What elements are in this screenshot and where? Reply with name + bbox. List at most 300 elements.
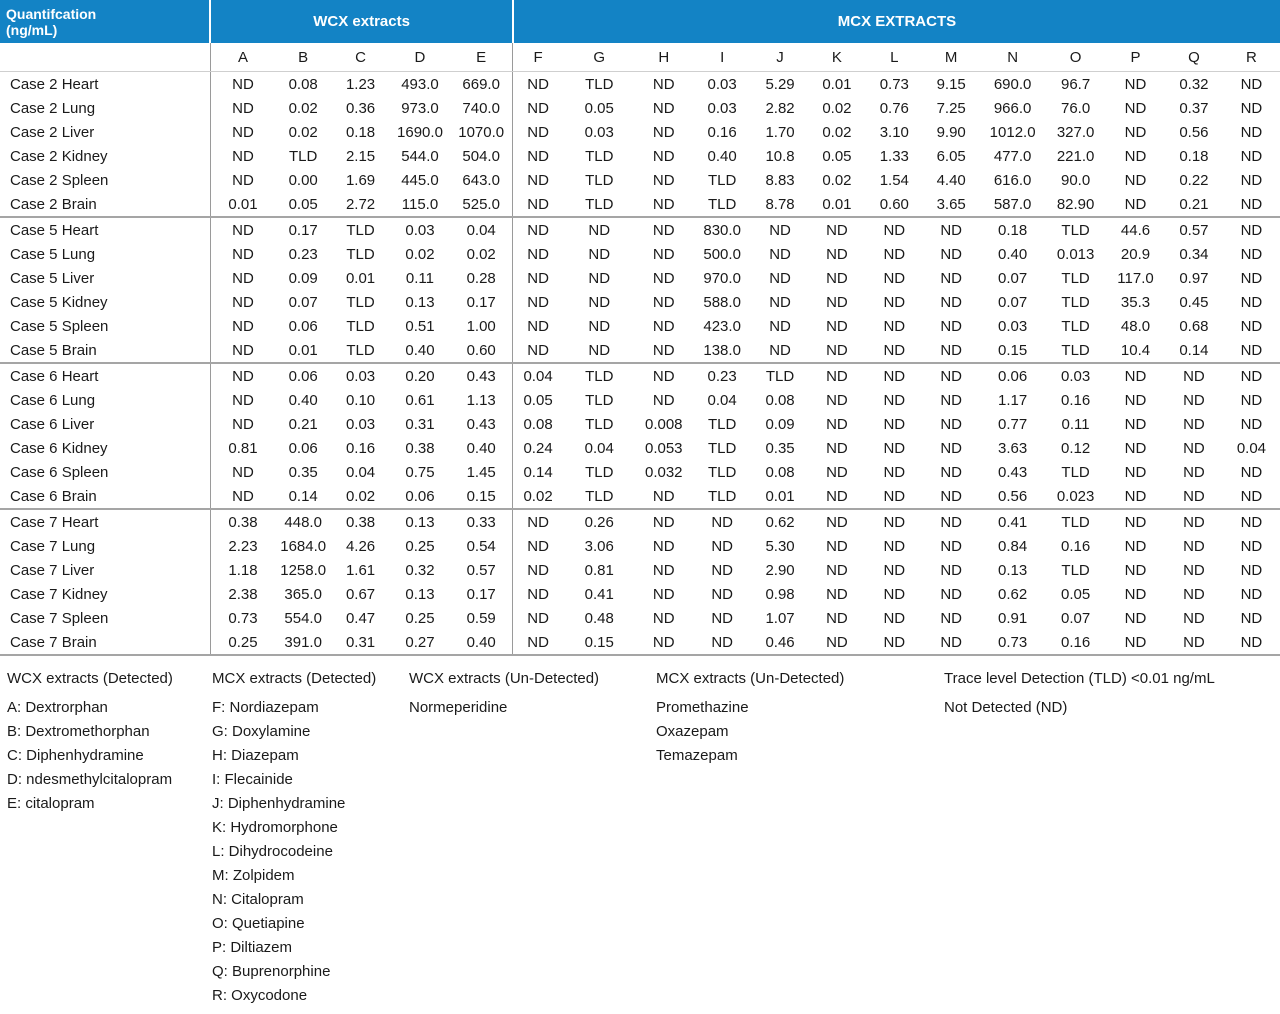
table-cell: 1070.0 (450, 120, 513, 144)
table-cell: 0.40 (998, 245, 1028, 263)
table-row (0, 120, 1280, 144)
table-cell: ND (232, 293, 254, 311)
table-cell: TLD (753, 363, 808, 388)
row-label: Case 7 Liver (0, 558, 210, 582)
table-cell: 1.23 (345, 75, 376, 93)
table-cell: ND (652, 317, 675, 335)
row-label: Case 7 Spleen (0, 606, 210, 630)
table-cell: TLD (707, 195, 737, 213)
table-cell: 35.3 (1120, 293, 1151, 311)
table-cell: 365.0 (284, 585, 322, 603)
table-cell: ND (711, 537, 733, 555)
table-cell: 1.17 (998, 391, 1028, 409)
table-cell: ND (711, 561, 733, 579)
table-cell: ND (527, 245, 549, 263)
table-cell: 2.90 (765, 561, 795, 579)
table-cell: ND (826, 537, 848, 555)
table-cell: 0.56 (998, 487, 1028, 505)
table-cell: ND (652, 585, 675, 603)
table-cell: 0.05 (288, 195, 318, 213)
table-cell: ND (1223, 217, 1280, 242)
table-cell: 1.69 (345, 171, 376, 189)
table-cell: ND (1106, 630, 1165, 655)
table-cell: 740.0 (450, 96, 513, 120)
table-cell: ND (807, 217, 866, 242)
table-cell: 0.46 (753, 630, 808, 655)
table-cell: 0.15 (450, 484, 513, 509)
legend-item: Normeperidine (409, 699, 508, 716)
table-cell: ND (769, 293, 791, 311)
table-cell: 0.25 (405, 609, 435, 627)
table-cell: 0.02 (288, 99, 318, 117)
legend-heading: Trace level Detection (TLD) <0.01 ng/mL (944, 670, 1215, 687)
table-cell: 0.32 (405, 561, 435, 579)
table-cell: ND (1240, 195, 1263, 213)
table-cell: 0.81 (584, 561, 614, 579)
table-cell: ND (807, 630, 866, 655)
legend-heading: WCX extracts (Detected) (7, 670, 173, 687)
table-cell: ND (940, 317, 963, 335)
table-cell: ND (636, 363, 692, 388)
table-cell: ND (940, 561, 963, 579)
table-cell: ND (940, 391, 963, 409)
table-cell: 0.02 (523, 487, 553, 505)
column-letter: B (275, 43, 331, 72)
table-body (0, 72, 1280, 656)
table-cell: 0.40 (288, 391, 318, 409)
table-cell: 1.54 (879, 171, 909, 189)
row-label: Case 6 Heart (0, 363, 210, 388)
table-cell: 0.73 (228, 609, 258, 627)
table-cell: 0.24 (523, 439, 553, 457)
table-cell: 0.16 (707, 123, 737, 141)
table-cell: ND (1183, 463, 1205, 481)
row-label: Case 5 Heart (0, 217, 210, 242)
table-cell: 0.15 (563, 630, 636, 655)
table-cell: ND (1124, 609, 1147, 627)
table-cell: ND (883, 341, 906, 359)
table-cell: ND (210, 217, 275, 242)
table-row (0, 96, 1280, 120)
row-label: Case 2 Spleen (0, 168, 210, 192)
table-cell: 554.0 (284, 609, 322, 627)
table-cell: 423.0 (703, 317, 741, 335)
table-cell: ND (588, 269, 611, 287)
table-cell: ND (1124, 585, 1147, 603)
legend (0, 662, 1280, 1014)
table-cell: ND (940, 269, 963, 287)
table-cell: 96.7 (1060, 75, 1091, 93)
table-cell: ND (1124, 171, 1147, 189)
table-cell: 115.0 (401, 195, 439, 213)
column-letter: O (1045, 43, 1106, 72)
table-cell: ND (588, 317, 611, 335)
table-cell: ND (652, 171, 675, 189)
table-cell: 0.47 (345, 609, 376, 627)
table-cell: 493.0 (401, 75, 439, 93)
table-cell: ND (210, 363, 275, 388)
legend-item: F: Nordiazepam (212, 699, 319, 716)
column-letter: F (513, 43, 563, 72)
table-cell: 0.02 (822, 171, 852, 189)
table-cell: ND (883, 391, 906, 409)
table-cell: ND (1124, 561, 1147, 579)
table-cell: 0.04 (584, 439, 614, 457)
table-cell: 643.0 (450, 168, 513, 192)
table-cell: 0.38 (331, 509, 390, 534)
table-cell: ND (652, 341, 675, 359)
title-line-1: Quantifcation (6, 5, 97, 22)
table-cell: 0.51 (405, 317, 435, 335)
table-cell: 0.06 (288, 317, 318, 335)
table-cell: TLD (707, 439, 737, 457)
table-cell: 1.18 (228, 561, 258, 579)
table-cell: ND (652, 75, 675, 93)
table-cell: 3.65 (936, 195, 966, 213)
table-cell: ND (826, 293, 848, 311)
table-cell: ND (769, 317, 791, 335)
column-letter: M (922, 43, 980, 72)
table-cell: ND (866, 630, 922, 655)
table-cell: ND (1223, 509, 1280, 534)
table-cell: ND (883, 537, 906, 555)
table-cell: ND (1223, 630, 1280, 655)
table-cell: ND (652, 195, 675, 213)
legend-item: E: citalopram (7, 795, 95, 812)
legend-item: A: Dextrorphan (7, 699, 108, 716)
table-cell: TLD (585, 415, 614, 433)
table-cell: ND (636, 509, 692, 534)
table-cell: ND (1240, 609, 1263, 627)
table-cell: ND (1165, 363, 1223, 388)
table-cell: ND (866, 217, 922, 242)
table-cell: ND (940, 245, 963, 263)
table-cell: 0.013 (1056, 245, 1095, 263)
table-cell: ND (527, 123, 549, 141)
table-cell: 0.18 (980, 217, 1045, 242)
table-cell: 0.17 (450, 290, 513, 314)
table-cell: TLD (707, 463, 737, 481)
table-cell: ND (1240, 75, 1263, 93)
table-cell: ND (769, 245, 791, 263)
legend-item: Oxazepam (656, 723, 729, 740)
table-cell: ND (826, 487, 848, 505)
table-cell: 4.26 (345, 537, 376, 555)
table-row (0, 606, 1280, 630)
table-cell: TLD (1061, 341, 1090, 359)
table-cell: 0.48 (584, 609, 614, 627)
table-cell: ND (527, 269, 549, 287)
table-cell: 0.03 (584, 123, 614, 141)
table-cell: 0.14 (1179, 341, 1209, 359)
table-cell: 5.30 (765, 537, 795, 555)
table-cell: 0.60 (450, 338, 513, 363)
table-cell: 0.04 (450, 217, 513, 242)
table-cell: 3.63 (998, 439, 1028, 457)
table-cell: ND (883, 609, 906, 627)
table-cell: ND (636, 217, 692, 242)
legend-item: I: Flecainide (212, 771, 293, 788)
table-cell: ND (692, 509, 753, 534)
table-cell: 0.01 (822, 195, 852, 213)
table-cell: 0.60 (879, 195, 909, 213)
legend-wcx-undetected (409, 662, 599, 720)
table-cell: ND (922, 630, 980, 655)
table-row (0, 144, 1280, 168)
table-cell: ND (1183, 537, 1205, 555)
table-cell: 0.01 (822, 75, 852, 93)
table-row (0, 484, 1280, 509)
table-cell: 3.06 (584, 537, 614, 555)
table-cell: 0.02 (822, 123, 852, 141)
table-cell: 8.83 (765, 171, 795, 189)
row-label: Case 2 Brain (0, 192, 210, 217)
table-cell: 0.03 (331, 363, 390, 388)
legend-notes (944, 662, 1215, 720)
table-row (0, 338, 1280, 363)
table-cell: 0.75 (405, 463, 435, 481)
table-cell: ND (527, 171, 549, 189)
table-cell: 588.0 (703, 293, 741, 311)
table-cell: ND (1240, 99, 1263, 117)
table-cell: 20.9 (1120, 245, 1151, 263)
column-letter: L (866, 43, 922, 72)
table-cell: TLD (346, 245, 375, 263)
table-cell: 76.0 (1060, 99, 1091, 117)
table-cell: 0.73 (879, 75, 909, 93)
table-cell: ND (1240, 585, 1263, 603)
table-cell: ND (527, 317, 549, 335)
legend-item: M: Zolpidem (212, 867, 295, 884)
table-cell: 0.40 (405, 341, 435, 359)
table-cell: TLD (346, 341, 375, 359)
table-cell: 1.13 (450, 388, 513, 412)
table-cell: ND (866, 509, 922, 534)
table-cell: ND (527, 609, 549, 627)
table-row (0, 460, 1280, 484)
table-cell: 0.05 (1060, 585, 1091, 603)
table-cell: 0.56 (1179, 123, 1209, 141)
table-cell: 0.40 (450, 436, 513, 460)
table-cell: 0.10 (345, 391, 376, 409)
legend-item: H: Diazepam (212, 747, 299, 764)
column-letter: A (210, 43, 275, 72)
table-cell: TLD (707, 415, 737, 433)
table-cell: 0.023 (1056, 487, 1095, 505)
column-letter: K (807, 43, 866, 72)
table-cell: ND (1124, 415, 1147, 433)
table-cell: 1.61 (345, 561, 376, 579)
table-cell: TLD (1061, 317, 1090, 335)
table-cell: 0.06 (980, 363, 1045, 388)
table-cell: ND (922, 509, 980, 534)
table-cell: 0.01 (345, 269, 376, 287)
table-cell: 0.35 (288, 463, 318, 481)
table-cell: ND (232, 487, 254, 505)
table-cell: TLD (1061, 293, 1090, 311)
table-cell: 0.08 (288, 75, 318, 93)
table-row (0, 388, 1280, 412)
table-cell: 0.09 (288, 269, 318, 287)
table-cell: 477.0 (993, 147, 1032, 165)
table-cell: 0.13 (405, 293, 435, 311)
table-cell: ND (1124, 391, 1147, 409)
table-cell: 0.62 (753, 509, 808, 534)
table-cell: ND (1106, 363, 1165, 388)
table-cell: ND (769, 341, 791, 359)
row-label: Case 5 Lung (0, 242, 210, 266)
table-cell: ND (1183, 609, 1205, 627)
table-cell: ND (527, 99, 549, 117)
table-cell: ND (826, 415, 848, 433)
table-cell: ND (866, 363, 922, 388)
table-cell: ND (527, 561, 549, 579)
table-cell: ND (922, 363, 980, 388)
table-cell: 1690.0 (397, 123, 443, 141)
table-cell: ND (232, 341, 254, 359)
table-cell: 0.33 (450, 509, 513, 534)
table-cell: 448.0 (275, 509, 331, 534)
table-cell: ND (883, 463, 906, 481)
table-cell: ND (940, 293, 963, 311)
table-cell: ND (1240, 415, 1263, 433)
table-cell: 0.23 (288, 245, 318, 263)
table-cell: 0.68 (1179, 317, 1209, 335)
legend-heading: MCX extracts (Detected) (212, 670, 377, 687)
table-cell: 1684.0 (280, 537, 327, 555)
table-cell: 0.01 (288, 341, 318, 359)
table-cell: 0.01 (765, 487, 795, 505)
table-cell: TLD (1061, 269, 1090, 287)
table-cell: ND (1240, 487, 1263, 505)
table-cell: ND (826, 391, 848, 409)
table-cell: TLD (1061, 463, 1090, 481)
table-cell: 0.04 (707, 391, 737, 409)
table-cell: ND (527, 293, 549, 311)
table-cell: 0.25 (405, 537, 435, 555)
table-cell: ND (940, 487, 963, 505)
column-letter: H (636, 43, 692, 72)
table-cell: 0.03 (998, 317, 1028, 335)
legend-wcx-detected (7, 662, 173, 816)
table-cell: TLD (585, 463, 614, 481)
legend-item: D: ndesmethylcitalopram (7, 771, 173, 788)
table-cell: 0.14 (288, 487, 318, 505)
header-row (0, 0, 1280, 43)
table-cell: ND (1124, 463, 1147, 481)
table-cell: 0.08 (765, 391, 795, 409)
table-cell: ND (1124, 147, 1147, 165)
table-cell: ND (940, 439, 963, 457)
table-cell: ND (711, 609, 733, 627)
table-cell: TLD (585, 75, 614, 93)
table-cell: 0.57 (450, 558, 513, 582)
table-cell: 8.78 (765, 195, 795, 213)
legend-item: K: Hydromorphone (212, 819, 338, 836)
table-row (0, 509, 1280, 534)
column-letter: R (1223, 43, 1280, 72)
table-cell: 0.18 (345, 123, 376, 141)
table-cell: 0.11 (405, 269, 435, 287)
table-cell: 0.28 (450, 266, 513, 290)
table-cell: ND (232, 317, 254, 335)
table-cell: 2.38 (228, 585, 258, 603)
column-letter: E (450, 43, 513, 72)
table-cell: ND (232, 123, 254, 141)
table-cell: 0.02 (288, 123, 318, 141)
table-cell: 2.23 (228, 537, 258, 555)
table-cell: ND (1223, 363, 1280, 388)
row-label: Case 5 Spleen (0, 314, 210, 338)
table-cell: 0.38 (405, 439, 435, 457)
table-cell: ND (1240, 245, 1263, 263)
table-row (0, 72, 1280, 97)
table-cell: 0.61 (405, 391, 435, 409)
table-cell: 0.053 (644, 439, 683, 457)
table-cell: 5.29 (765, 75, 795, 93)
table-cell: 0.41 (980, 509, 1045, 534)
table-cell: 616.0 (993, 171, 1032, 189)
table-cell: 0.01 (228, 195, 258, 213)
table-cell: ND (232, 99, 254, 117)
table-cell: ND (652, 269, 675, 287)
column-letter-blank (0, 43, 210, 72)
table-cell: 0.06 (275, 363, 331, 388)
table-cell: 0.25 (210, 630, 275, 655)
table-cell: 0.17 (275, 217, 331, 242)
row-label: Case 7 Kidney (0, 582, 210, 606)
table-cell: 669.0 (450, 72, 513, 97)
table-cell: ND (826, 245, 848, 263)
table-cell: 90.0 (1060, 171, 1091, 189)
table-cell: 10.4 (1120, 341, 1151, 359)
table-row (0, 436, 1280, 460)
table-cell: ND (232, 147, 254, 165)
table-cell: ND (1240, 537, 1263, 555)
table-cell: TLD (707, 171, 737, 189)
table-cell: 0.43 (450, 412, 513, 436)
table-cell: 221.0 (1056, 147, 1095, 165)
legend-mcx-detected (212, 662, 376, 1008)
table-cell: ND (692, 630, 753, 655)
table-cell: ND (513, 630, 563, 655)
table-cell: 966.0 (993, 99, 1032, 117)
table-cell: 9.15 (936, 75, 966, 93)
table-cell: ND (883, 487, 906, 505)
table-cell: 973.0 (401, 99, 439, 117)
table-cell: ND (232, 245, 254, 263)
table-cell: ND (883, 415, 906, 433)
column-letter: J (753, 43, 808, 72)
table-cell: 0.21 (288, 415, 318, 433)
table-cell: ND (1183, 487, 1205, 505)
row-label: Case 7 Heart (0, 509, 210, 534)
table-cell: ND (652, 487, 675, 505)
legend-item: Not Detected (ND) (944, 699, 1068, 716)
table-cell: ND (1240, 147, 1263, 165)
table-row (0, 363, 1280, 388)
legend-item: L: Dihydrocodeine (212, 843, 333, 860)
title-line-2: (ng/mL) (6, 21, 58, 38)
table-cell: 0.16 (1045, 630, 1106, 655)
table-cell: ND (652, 147, 675, 165)
table-row (0, 192, 1280, 217)
table-cell: ND (527, 75, 549, 93)
table-cell: 0.02 (345, 487, 376, 505)
table-cell: ND (1240, 391, 1263, 409)
mcx-group-header: MCX EXTRACTS (513, 0, 1280, 43)
table-cell: 0.23 (692, 363, 753, 388)
